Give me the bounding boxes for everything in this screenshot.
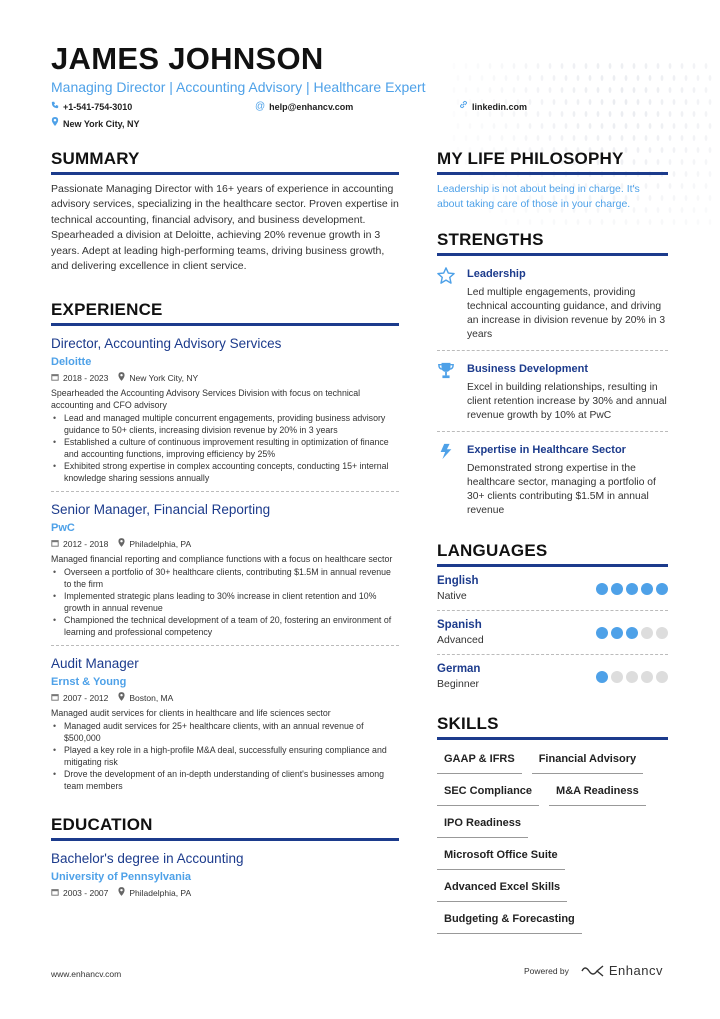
job-divider bbox=[51, 645, 399, 646]
language-item bbox=[437, 618, 668, 647]
location-text: New York City, NY bbox=[63, 118, 140, 129]
strength-item bbox=[437, 266, 668, 342]
strength-title: Business Development bbox=[467, 363, 589, 375]
decorative-dot bbox=[669, 207, 672, 213]
decorative-dot bbox=[673, 219, 676, 225]
decorative-dot bbox=[597, 135, 600, 141]
decorative-dot bbox=[705, 135, 708, 141]
strength-body bbox=[467, 361, 668, 423]
right-column bbox=[437, 148, 668, 938]
rating-dot-filled bbox=[596, 583, 608, 595]
rating-dot-filled bbox=[596, 671, 608, 683]
language-name: Spanish bbox=[437, 619, 482, 631]
job-dates-text: 2012 - 2018 bbox=[63, 539, 109, 550]
company-name: Deloitte bbox=[51, 356, 92, 369]
job-bullet: • Played a key role in a high-profile M&A deal, successfully ensuring compliance and mitigating risk bbox=[51, 744, 399, 768]
job-bullets bbox=[51, 720, 399, 792]
decorative-dot bbox=[537, 135, 540, 141]
job-dates bbox=[51, 372, 108, 384]
education-entry bbox=[51, 850, 399, 899]
summary-heading: SUMMARY bbox=[51, 148, 399, 175]
decorative-dot bbox=[681, 87, 684, 93]
footer-powered-by bbox=[524, 963, 663, 978]
decorative-dot bbox=[501, 135, 504, 141]
education-location-text: Philadelphia, PA bbox=[129, 888, 192, 899]
enhancv-logo[interactable] bbox=[581, 963, 663, 978]
calendar-icon bbox=[51, 887, 59, 899]
decorative-dot bbox=[705, 87, 708, 93]
enhancv-logo-text: Enhancv bbox=[608, 963, 663, 978]
degree-title: Bachelor's degree in Accounting bbox=[51, 851, 244, 867]
job-location bbox=[118, 372, 198, 384]
decorative-dot bbox=[673, 195, 676, 201]
job-title: Senior Manager, Financial Reporting bbox=[51, 502, 271, 518]
language-level: Native bbox=[437, 590, 467, 602]
candidate-subtitle: Managing Director | Accounting Advisory | Healthcare Expert bbox=[51, 79, 426, 95]
philosophy-heading: MY LIFE PHILOSOPHY bbox=[437, 148, 668, 175]
decorative-dot bbox=[453, 135, 456, 141]
decorative-dot bbox=[685, 75, 688, 81]
rating-dot-filled bbox=[626, 627, 638, 639]
strength-item bbox=[437, 361, 668, 423]
job-title: Audit Manager bbox=[51, 656, 139, 672]
job-location-text: Philadelphia, PA bbox=[129, 539, 192, 550]
job-dates-text: 2018 - 2023 bbox=[63, 373, 109, 384]
skill-tag: IPO Readiness bbox=[437, 810, 528, 838]
philosophy-section bbox=[437, 148, 668, 211]
skills-list bbox=[437, 746, 668, 938]
skill-tag: SEC Compliance bbox=[437, 778, 539, 806]
job-location-text: New York City, NY bbox=[129, 373, 199, 384]
contact-row-2 bbox=[51, 117, 671, 130]
location-pin-icon bbox=[118, 887, 125, 899]
rating-dot-filled bbox=[596, 627, 608, 639]
language-item bbox=[437, 574, 668, 603]
decorative-dot bbox=[477, 135, 480, 141]
skill-tag: GAAP & IFRS bbox=[437, 746, 522, 774]
strength-divider bbox=[437, 431, 668, 432]
summary-section bbox=[51, 148, 399, 274]
decorative-dot bbox=[657, 135, 660, 141]
job-entry bbox=[51, 335, 399, 492]
job-title: Director, Accounting Advisory Services bbox=[51, 336, 282, 352]
decorative-dot bbox=[705, 159, 708, 165]
candidate-name: JAMES JOHNSON bbox=[51, 41, 324, 76]
job-bullets bbox=[51, 566, 399, 638]
decorative-dot bbox=[549, 135, 552, 141]
decorative-dot bbox=[709, 171, 712, 177]
education-meta bbox=[51, 887, 399, 899]
decorative-dot bbox=[681, 135, 684, 141]
languages-heading: LANGUAGES bbox=[437, 540, 668, 567]
strength-body bbox=[467, 266, 668, 342]
experience-heading: EXPERIENCE bbox=[51, 299, 399, 326]
job-bullet: • Overseen a portfolio of 30+ healthcare clients, contributing $1.5M in annual revenue to the firm bbox=[51, 566, 399, 590]
decorative-dot bbox=[513, 135, 516, 141]
skill-tag: Budgeting & Forecasting bbox=[437, 906, 582, 934]
rating-dot-filled bbox=[611, 583, 623, 595]
company-name: Ernst & Young bbox=[51, 676, 127, 689]
strength-title: Expertise in Healthcare Sector bbox=[467, 444, 626, 456]
calendar-icon bbox=[51, 692, 59, 704]
decorative-dot bbox=[693, 159, 696, 165]
calendar-icon bbox=[51, 538, 59, 550]
rating-dot-filled bbox=[641, 583, 653, 595]
decorative-dot bbox=[709, 75, 712, 81]
decorative-dot bbox=[681, 159, 684, 165]
job-bullet: • Exhibited strong expertise in complex accounting concepts, conducting 15+ internal knowledge sharing sessions annually bbox=[51, 460, 399, 484]
job-bullet: • Drove the development of an in-depth understanding of client's businesses among team members bbox=[51, 768, 399, 792]
contact-row-1 bbox=[51, 100, 671, 113]
strength-item bbox=[437, 442, 668, 518]
language-name: German bbox=[437, 663, 481, 675]
language-divider bbox=[437, 654, 668, 655]
decorative-dot bbox=[693, 111, 696, 117]
job-bullet: • Championed the technical development of a team of 20, fostering an environment of learning and professional competency bbox=[51, 614, 399, 638]
left-column bbox=[51, 148, 399, 899]
philosophy-text: Leadership is not about being in charge. It's about taking care of those in your charge. bbox=[437, 183, 640, 210]
company-name: PwC bbox=[51, 522, 75, 535]
decorative-dot bbox=[685, 195, 688, 201]
job-description: Managed financial reporting and compliance functions with a focus on healthcare sector bbox=[51, 554, 393, 565]
website-text[interactable]: linkedin.com bbox=[472, 101, 528, 112]
job-bullet: • Lead and managed multiple concurrent engagements, providing business advisory guidance to 50+ clients, increasing division revenue by 20% in 3 years bbox=[51, 412, 399, 436]
decorative-dot bbox=[681, 183, 684, 189]
decorative-dot bbox=[685, 219, 688, 225]
strength-divider bbox=[437, 350, 668, 351]
job-location bbox=[118, 538, 191, 550]
skill-tag: M&A Readiness bbox=[549, 778, 646, 806]
decorative-dot bbox=[673, 123, 676, 129]
decorative-dot bbox=[585, 135, 588, 141]
job-entry bbox=[51, 501, 399, 646]
decorative-dot bbox=[573, 135, 576, 141]
phone-icon bbox=[51, 101, 59, 113]
decorative-dot bbox=[561, 135, 564, 141]
strengths-heading: STRENGTHS bbox=[437, 229, 668, 256]
education-dates bbox=[51, 887, 108, 899]
decorative-dot bbox=[709, 219, 712, 225]
education-heading: EDUCATION bbox=[51, 814, 399, 841]
decorative-dot bbox=[669, 159, 672, 165]
location-pin-icon bbox=[118, 692, 125, 704]
email-contact[interactable] bbox=[255, 100, 459, 113]
decorative-dot bbox=[673, 171, 676, 177]
rating-dot-empty bbox=[626, 671, 638, 683]
decorative-dot bbox=[693, 63, 696, 69]
decorative-dot bbox=[685, 99, 688, 105]
skill-tag: Microsoft Office Suite bbox=[437, 842, 565, 870]
job-meta bbox=[51, 692, 399, 704]
language-level: Advanced bbox=[437, 634, 484, 646]
education-dates-text: 2003 - 2007 bbox=[63, 888, 109, 899]
decorative-dot bbox=[685, 147, 688, 153]
decorative-dot bbox=[465, 135, 468, 141]
phone-contact bbox=[51, 100, 255, 113]
decorative-dot bbox=[685, 123, 688, 129]
decorative-dot bbox=[681, 111, 684, 117]
footer-website[interactable]: www.enhancv.com bbox=[51, 969, 122, 979]
trophy-icon bbox=[437, 361, 467, 423]
education-location bbox=[118, 887, 191, 899]
education-section bbox=[51, 814, 399, 899]
languages-section bbox=[437, 540, 668, 691]
strengths-section bbox=[437, 229, 668, 518]
decorative-dot bbox=[705, 183, 708, 189]
location-pin-icon bbox=[118, 372, 125, 384]
decorative-dot bbox=[681, 207, 684, 213]
job-meta bbox=[51, 372, 399, 384]
strength-text: Demonstrated strong expertise in the healthcare sector, managing a portfolio of 30+ clients contributing $1.5M in annual revenue bbox=[467, 463, 656, 516]
rating-dot-empty bbox=[641, 627, 653, 639]
decorative-dot bbox=[697, 75, 700, 81]
decorative-dot bbox=[709, 123, 712, 129]
strength-text: Excel in building relationships, resulting in client retention increase by 30% and annual revenue growth by 10% at PwC bbox=[467, 382, 667, 421]
decorative-dot bbox=[621, 135, 624, 141]
job-location-text: Boston, MA bbox=[129, 693, 174, 704]
location-contact bbox=[51, 117, 140, 130]
decorative-dot bbox=[633, 135, 636, 141]
calendar-icon bbox=[51, 372, 59, 384]
decorative-dot bbox=[705, 111, 708, 117]
job-bullets bbox=[51, 412, 399, 484]
decorative-dot bbox=[697, 147, 700, 153]
rating-dot-empty bbox=[641, 671, 653, 683]
job-divider bbox=[51, 491, 399, 492]
rating-dot-filled bbox=[626, 583, 638, 595]
strength-title: Leadership bbox=[467, 268, 526, 280]
job-dates bbox=[51, 692, 108, 704]
decorative-dot bbox=[673, 147, 676, 153]
enhancv-logo-icon bbox=[581, 965, 605, 977]
decorative-dot bbox=[709, 99, 712, 105]
job-bullet: • Established a culture of continuous improvement resulting in optimization of finance and accounting functions, improving efficiency by 25% bbox=[51, 436, 399, 460]
decorative-dot bbox=[693, 135, 696, 141]
powered-by-label: Powered by bbox=[524, 965, 569, 976]
job-description: Spearheaded the Accounting Advisory Services Division with focus on technical accounting and CFO advisory bbox=[51, 388, 361, 411]
language-level: Beginner bbox=[437, 678, 480, 690]
website-contact[interactable] bbox=[459, 100, 527, 113]
rating-dot-empty bbox=[656, 671, 668, 683]
at-icon: @ bbox=[255, 100, 266, 112]
decorative-dot bbox=[697, 123, 700, 129]
decorative-dot bbox=[693, 183, 696, 189]
decorative-dot bbox=[609, 135, 612, 141]
location-pin-icon bbox=[118, 538, 125, 550]
skills-section bbox=[437, 713, 668, 938]
experience-section bbox=[51, 299, 399, 792]
decorative-dot bbox=[697, 219, 700, 225]
skill-tag: Advanced Excel Skills bbox=[437, 874, 567, 902]
decorative-dot bbox=[709, 147, 712, 153]
decorative-dot bbox=[685, 171, 688, 177]
star-icon bbox=[437, 266, 467, 342]
language-divider bbox=[437, 610, 668, 611]
school-name: University of Pennsylvania bbox=[51, 871, 191, 884]
decorative-dot bbox=[693, 87, 696, 93]
phone-text: +1-541-754-3010 bbox=[63, 101, 133, 112]
decorative-dot bbox=[669, 135, 672, 141]
language-rating bbox=[593, 583, 668, 595]
language-info bbox=[437, 662, 480, 691]
rating-dot-filled bbox=[656, 583, 668, 595]
decorative-dot bbox=[693, 207, 696, 213]
job-description: Managed audit services for clients in healthcare and life sciences sector bbox=[51, 708, 331, 719]
decorative-dot bbox=[669, 183, 672, 189]
decorative-dot bbox=[681, 63, 684, 69]
language-info bbox=[437, 618, 484, 647]
decorative-dot bbox=[697, 99, 700, 105]
decorative-dot bbox=[489, 135, 492, 141]
decorative-dot bbox=[709, 195, 712, 201]
email-text[interactable]: help@enhancv.com bbox=[269, 101, 354, 112]
decorative-dot bbox=[705, 207, 708, 213]
lightning-icon bbox=[437, 442, 467, 518]
language-rating bbox=[593, 671, 668, 683]
decorative-dot bbox=[697, 195, 700, 201]
language-item bbox=[437, 662, 668, 691]
job-meta bbox=[51, 538, 399, 550]
decorative-dot bbox=[525, 135, 528, 141]
decorative-dot bbox=[673, 99, 676, 105]
link-icon bbox=[459, 100, 468, 113]
job-bullet: • Implemented strategic plans leading to 30% increase in client retention and 10% growth in annual revenue bbox=[51, 590, 399, 614]
language-name: English bbox=[437, 575, 479, 587]
decorative-dot bbox=[697, 171, 700, 177]
job-entry bbox=[51, 655, 399, 792]
language-info bbox=[437, 574, 479, 603]
resume-header bbox=[51, 40, 671, 130]
rating-dot-empty bbox=[611, 671, 623, 683]
skills-heading: SKILLS bbox=[437, 713, 668, 740]
rating-dot-empty bbox=[656, 627, 668, 639]
location-pin-icon bbox=[51, 117, 59, 130]
decorative-dot bbox=[645, 135, 648, 141]
skill-tag: Financial Advisory bbox=[532, 746, 643, 774]
language-rating bbox=[593, 627, 668, 639]
rating-dot-filled bbox=[611, 627, 623, 639]
job-location bbox=[118, 692, 173, 704]
strength-body bbox=[467, 442, 668, 518]
decorative-dot bbox=[673, 75, 676, 81]
decorative-dot bbox=[705, 63, 708, 69]
job-dates bbox=[51, 538, 108, 550]
job-dates-text: 2007 - 2012 bbox=[63, 693, 109, 704]
summary-text: Passionate Managing Director with 16+ years of experience in accounting advisory services, specializing in the healthcare sector. Proven expertise in technical accounting, financial advisory, and business development. Spearheaded a division at Deloitte, achieving 20% revenue growth in 3 years. Adept at leading high-performing teams, driving business growth, and delivering excellence in client service. bbox=[51, 183, 399, 273]
strength-text: Led multiple engagements, providing technical accounting guidance, and driving an increase in division revenue by 20% in 3 years bbox=[467, 287, 666, 340]
job-bullet: • Managed audit services for 25+ healthcare clients, with an annual revenue of $500,000 bbox=[51, 720, 399, 744]
